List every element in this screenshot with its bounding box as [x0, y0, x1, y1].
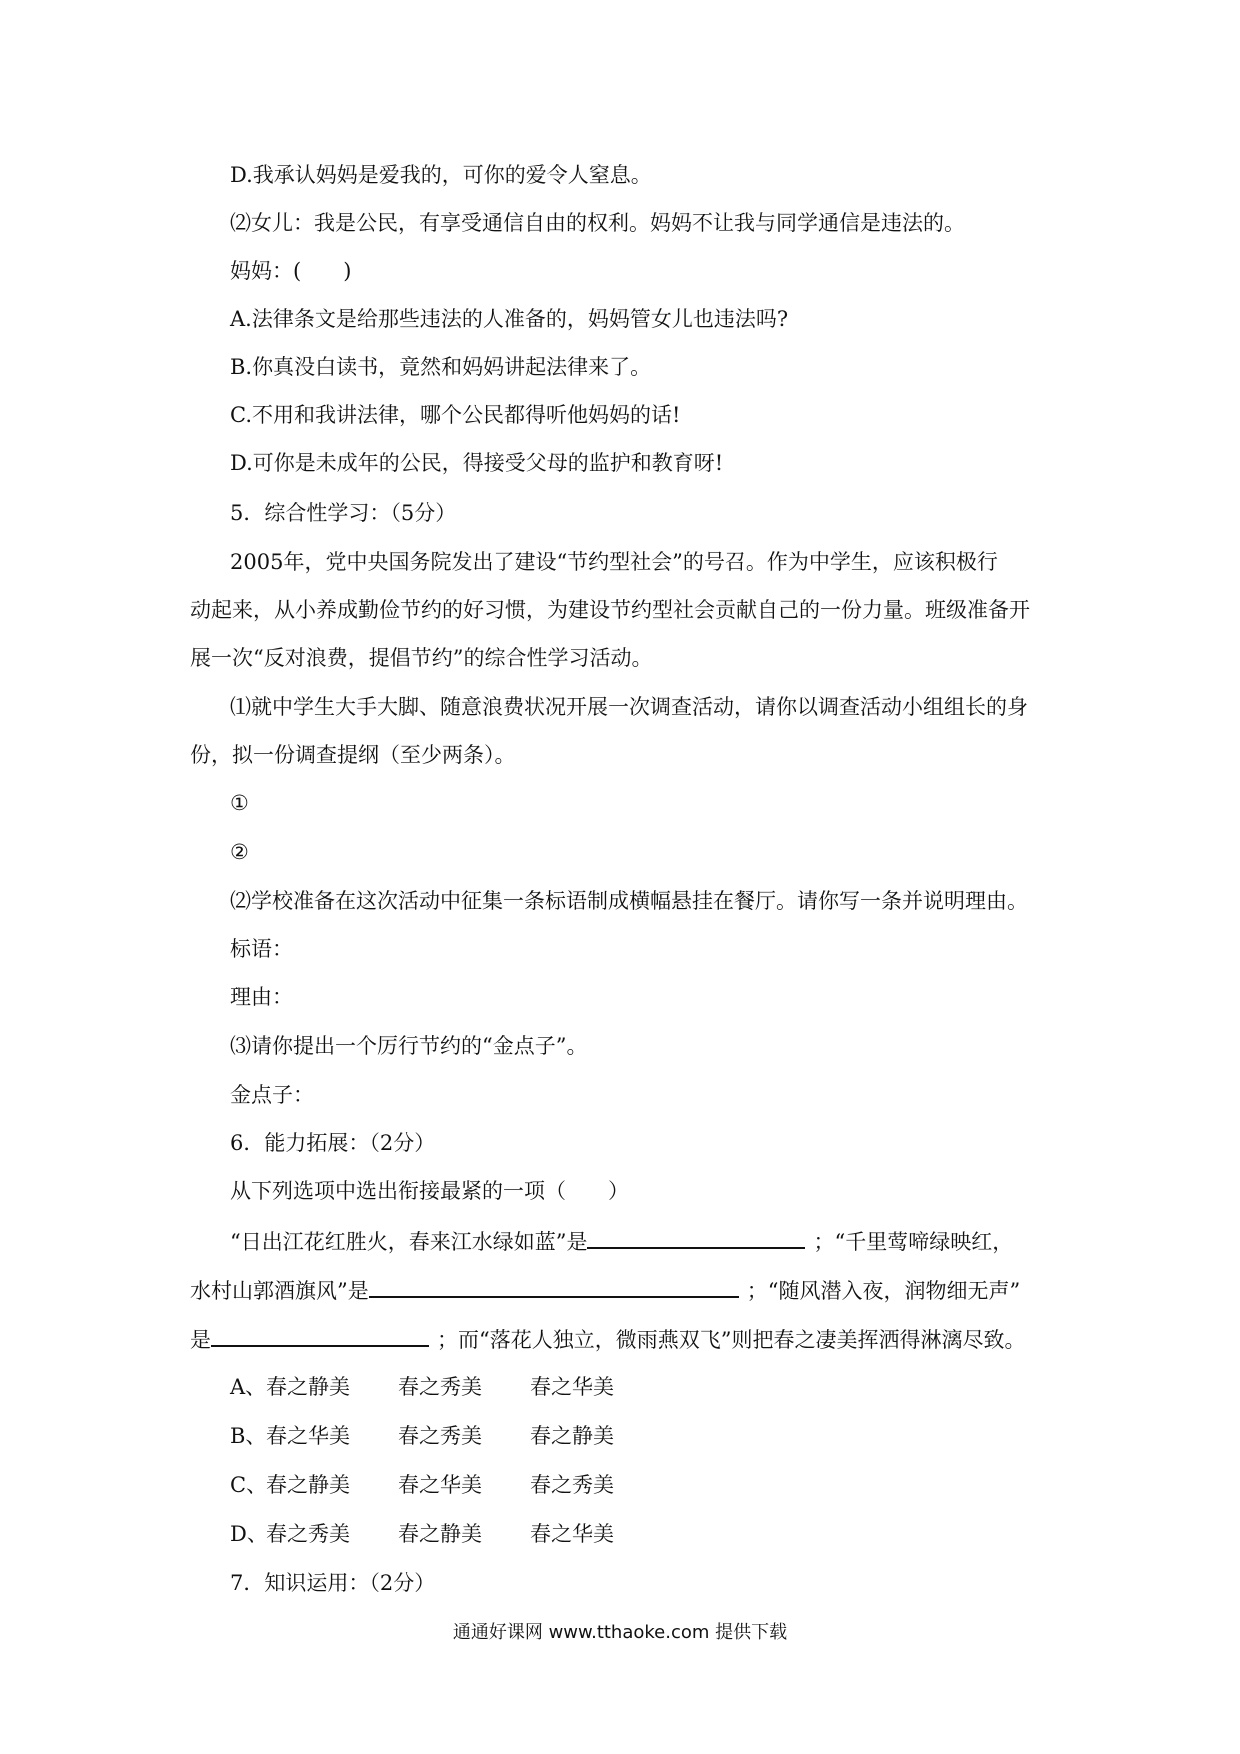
q5-paragraph-line-3: 展一次“反对浪费，提倡节约”的综合性学习活动。	[190, 646, 653, 670]
q6-line-1-text-b: ；“千里莺啼绿映红，	[813, 1230, 1014, 1254]
option-col-1: 春之华美	[266, 1424, 350, 1448]
q6-line-1	[230, 1227, 1013, 1255]
q6-line-2-text-b: ；“随风潜入夜，润物细无声”	[746, 1279, 1021, 1303]
q5-title: 5．综合性学习：（5分）	[230, 501, 457, 525]
q5-3: ⑶请你提出一个厉行节约的“金点子”。	[230, 1034, 588, 1058]
fill-blank-3	[211, 1325, 429, 1347]
option-label: C、	[230, 1473, 268, 1497]
q6-line-2	[190, 1276, 1020, 1304]
q5-paragraph-line-2: 动起来，从小养成勤俭节约的好习惯，为建设节约型社会贡献自己的一份力量。班级准备开	[190, 598, 1030, 622]
option-col-1: 春之秀美	[266, 1522, 350, 1546]
option-col-3: 春之华美	[530, 1375, 614, 1399]
option-label: A、	[230, 1375, 267, 1399]
option-col-2: 春之静美	[398, 1522, 482, 1546]
q4-2-option-c: C.不用和我讲法律，哪个公民都得听他妈妈的话!	[230, 403, 681, 427]
answer-item-2: ②	[230, 840, 249, 864]
reason-label: 理由：	[230, 985, 293, 1009]
fill-blank-2	[369, 1276, 739, 1298]
option-label: D、	[230, 1522, 268, 1546]
q6-option-c	[230, 1472, 614, 1498]
q6-line-1-text-a: “日出江花红胜火，春来江水绿如蓝”是	[230, 1230, 588, 1254]
option-col-2: 春之华美	[398, 1473, 482, 1497]
page-footer: 通通好课网 www.tthaoke.com 提供下载	[452, 1622, 788, 1643]
option-col-1: 春之静美	[266, 1375, 350, 1399]
q4-2-option-a: A.法律条文是给那些违法的人准备的，妈妈管女儿也违法吗?	[230, 307, 789, 331]
q6-option-a	[230, 1374, 614, 1400]
fill-blank-1	[587, 1227, 805, 1249]
q6-line-3	[190, 1325, 1025, 1353]
q4-2-mom-prompt: 妈妈：( )	[230, 259, 352, 283]
option-col-3: 春之华美	[530, 1522, 614, 1546]
q6-title: 6．能力拓展：（2分）	[230, 1131, 436, 1155]
q7-title: 7．知识运用：（2分）	[230, 1571, 436, 1595]
q5-2: ⑵学校准备在这次活动中征集一条标语制成横幅悬挂在餐厅。请你写一条并说明理由。	[230, 889, 1028, 913]
option-label: B、	[230, 1424, 267, 1448]
q4-2-option-b: B.你真没白读书，竟然和妈妈讲起法律来了。	[230, 355, 652, 379]
option-col-3: 春之静美	[530, 1424, 614, 1448]
q6-option-d	[230, 1521, 614, 1547]
q6-prompt: 从下列选项中选出衔接最紧的一项（ ）	[230, 1179, 629, 1203]
q5-paragraph-line-1: 2005年，党中央国务院发出了建设“节约型社会”的号召。作为中学生，应该积极行	[230, 550, 998, 574]
option-col-2: 春之秀美	[398, 1424, 482, 1448]
golden-idea-label: 金点子：	[230, 1083, 314, 1107]
option-col-3: 春之秀美	[530, 1473, 614, 1497]
q5-1-line-1: ⑴就中学生大手大脚、随意浪费状况开展一次调查活动，请你以调查活动小组组长的身	[230, 695, 1028, 719]
q6-option-b	[230, 1423, 614, 1449]
slogan-label: 标语：	[230, 937, 293, 961]
option-col-2: 春之秀美	[398, 1375, 482, 1399]
q4-2-option-d: D.可你是未成年的公民，得接受父母的监护和教育呀!	[230, 451, 724, 475]
q6-line-3-text-a: 是	[190, 1328, 211, 1352]
option-col-1: 春之静美	[266, 1473, 350, 1497]
q4-2-daughter-statement: ⑵女儿：我是公民，有享受通信自由的权利。妈妈不让我与同学通信是违法的。	[230, 211, 965, 235]
q6-line-2-text-a: 水村山郭酒旗风”是	[190, 1279, 369, 1303]
q4-2-option-d-prev: D.我承认妈妈是爱我的，可你的爱令人窒息。	[230, 163, 652, 187]
q5-1-line-2: 份，拟一份调查提纲（至少两条）。	[190, 743, 516, 767]
q6-line-3-text-b: ；而“落花人独立，微雨燕双飞”则把春之凄美挥洒得淋漓尽致。	[437, 1328, 1026, 1352]
answer-item-1: ①	[230, 791, 249, 815]
